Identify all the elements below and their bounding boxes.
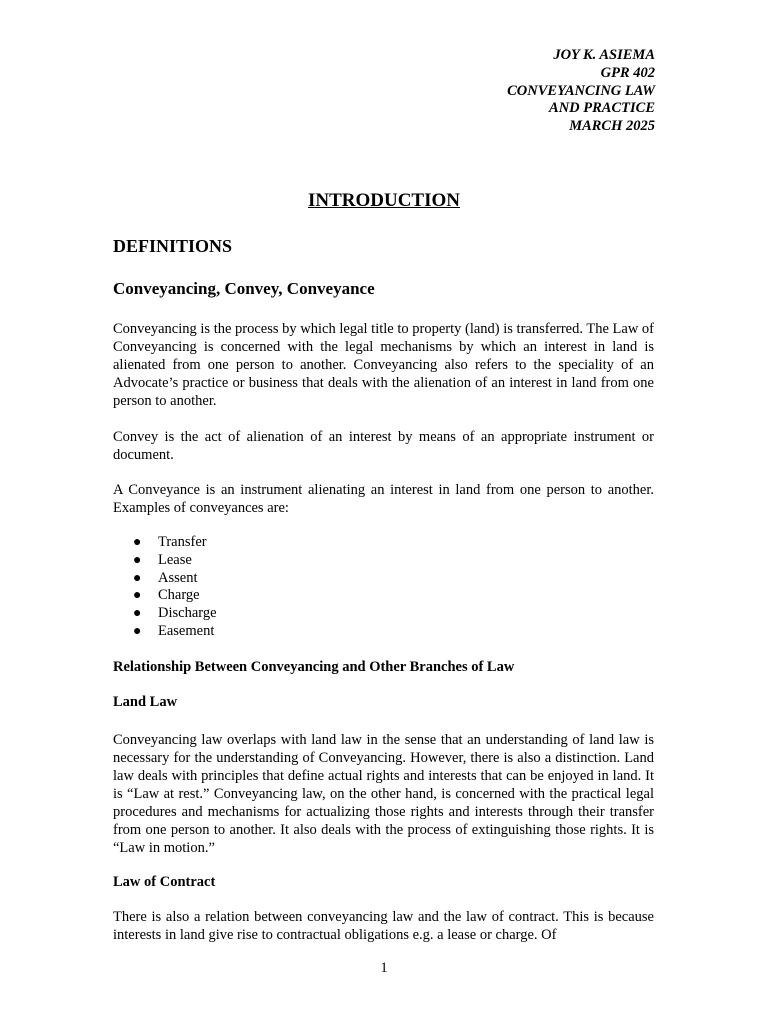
relationship-heading: Relationship Between Conveyancing and Other Branches of Law <box>113 659 515 675</box>
bullet-icon: ● <box>133 606 142 622</box>
list-item: ● Transfer <box>133 534 207 550</box>
bullet-icon: ● <box>133 623 142 639</box>
conveyance-paragraph: A Conveyance is an instrument alienating an interest in land from one person to another. Examples of conveyances are: <box>113 482 654 516</box>
bullet-icon: ● <box>133 588 142 604</box>
law-of-contract-paragraph: There is also a relation between conveyancing law and the law of contract. This is because interests in land give rise to contractual obligations e.g. a lease or charge. Of <box>113 909 654 943</box>
author-name: JOY K. ASIEMA <box>553 47 655 63</box>
conveyance-examples-list <box>113 534 654 641</box>
conveyancing-paragraph: Conveyancing is the process by which legal title to property (land) is transferred. The Law of Conveyancing is concerned with the legal mechanisms by which an interest in land is alienated from one person to another. Conveyancing also refers to the speciality of an Advocate’s practice or business that deals with the alienation of an interest in land from one person to another. <box>113 321 654 409</box>
bullet-icon: ● <box>133 535 142 550</box>
list-item: ● Assent <box>133 569 198 586</box>
list-item: ● Discharge <box>133 605 217 622</box>
law-of-contract-heading: Law of Contract <box>113 874 216 890</box>
document-date: MARCH 2025 <box>569 118 655 135</box>
list-item: ● Lease <box>133 551 192 568</box>
convey-paragraph: Convey is the act of alienation of an interest by means of an appropriate instrument or document. <box>113 429 654 463</box>
land-law-heading: Land Law <box>113 694 178 710</box>
document-header <box>507 47 655 136</box>
definitions-heading: DEFINITIONS <box>113 236 233 256</box>
bullet-icon: ● <box>133 552 142 568</box>
page-number: 1 <box>380 960 388 976</box>
list-item: ● Charge <box>133 587 200 604</box>
bullet-icon: ● <box>133 570 142 586</box>
page-title: INTRODUCTION <box>307 190 461 211</box>
course-code: GPR 402 <box>600 64 655 81</box>
list-item: ● Easement <box>133 622 215 639</box>
course-title-line1: CONVEYANCING LAW <box>507 82 655 99</box>
land-law-paragraph: Conveyancing law overlaps with land law in the sense that an understanding of land law is necessary for the understanding of Conveyancing. However, there is also a distinction. Land law deals with principles that define actual rights and interests that can be enjoyed in land. It is “Law at rest.” Conveyancing law, on the other hand, is concerned with the practical legal procedures and mechanisms for actualizing those rights and interests through their transfer from one person to another. It also deals with the process of extinguishing those rights. It is “Law in motion.” <box>113 732 654 856</box>
course-title-line2: AND PRACTICE <box>549 100 655 117</box>
definitions-subheading: Conveyancing, Convey, Conveyance <box>113 279 375 298</box>
